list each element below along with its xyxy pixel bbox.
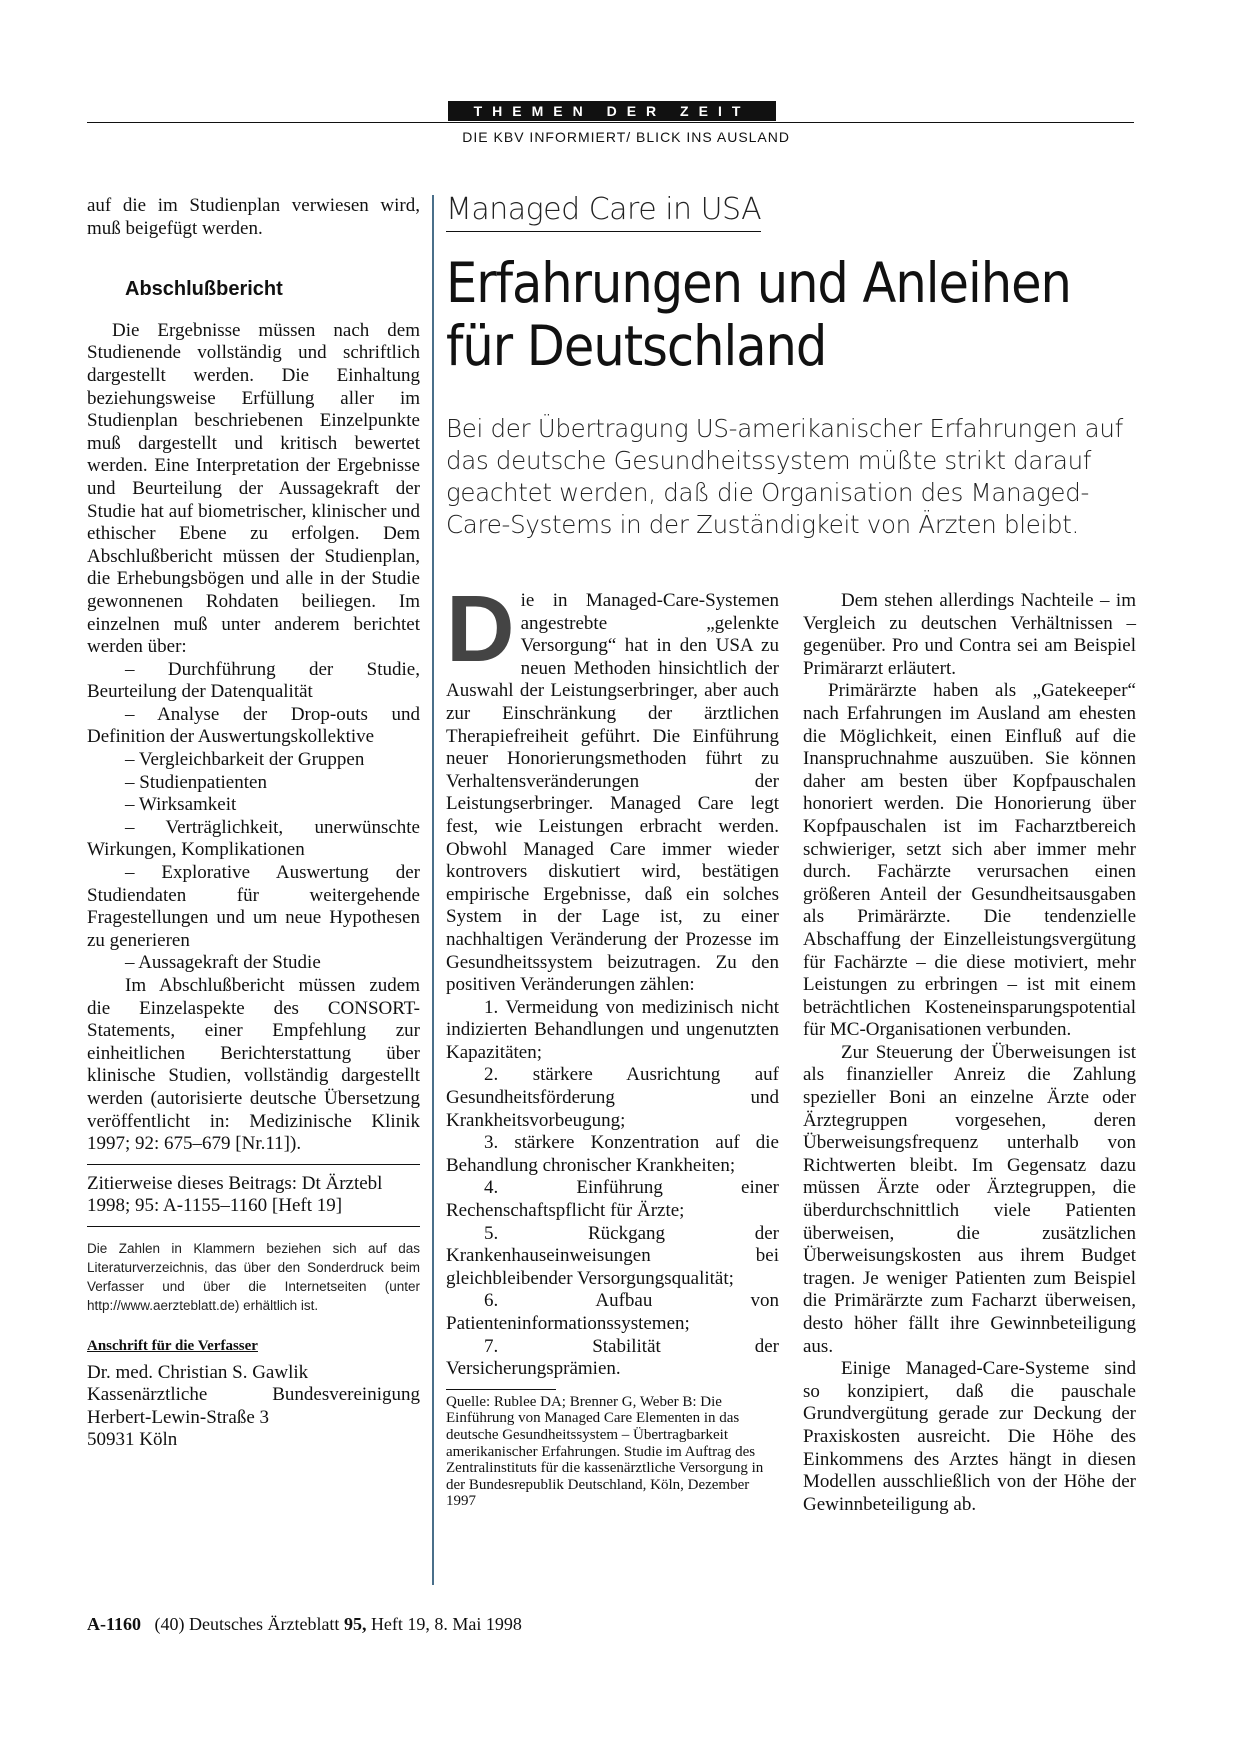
address-line: Dr. med. Christian S. Gawlik bbox=[87, 1361, 309, 1383]
reference-note: Die Zahlen in Klammern beziehen sich auf das Literaturverzeichnis, das über den Sonderdruck beim Verfasser und über die Internetseiten (unter http://www.aerzteblatt.de) erhältlich ist. bbox=[87, 1240, 420, 1313]
article-kicker: Managed Care in USA bbox=[446, 192, 761, 232]
list-item: – Vergleichbarkeit der Gruppen bbox=[125, 749, 365, 771]
address-heading: Anschrift für die Verfasser bbox=[87, 1337, 258, 1354]
article-lead: Bei der Übertragung US-amerikanischer Erfahrungen auf das deutsche Gesundheitssystem müßte strikt darauf geachtet werden, daß die Organisation des Managed-Care-Systems in der Zuständigkeit von Ärzten bleibt. bbox=[446, 414, 1123, 539]
numbered-item: 2. stärkere Ausrichtung auf Gesundheitsförderung und Krankheitsvorbeugung; bbox=[446, 1064, 779, 1131]
footer-prefix: (40) Deutsches Ärzteblatt bbox=[154, 1614, 340, 1634]
numbered-item: 6. Aufbau von Patienteninformationssystemen; bbox=[446, 1290, 779, 1334]
source-note: Quelle: Rublee DA; Brenner G, Weber B: Die Einführung von Managed Care Elementen in das deutsche Gesundheitssystem – Übertragbarkeit amerikanischer Erfahrungen. Studie im Auftrag des Zentralinstituts für die kassenärztliche Versorgung in der Bundesrepublik Deutschland, Köln, Dezember 1997 bbox=[446, 1393, 764, 1510]
article-intro bbox=[446, 576, 779, 997]
left-paragraph: Die Ergebnisse müssen nach dem Studienende vollständig und schriftlich dargestellt werden. Die Einhaltung beziehungsweise Erfüllung aller im Studienplan beschriebenen Einzelpunkte muß dargestellt und kritisch bewertet werden. Eine Interpretation der Ergebnisse und Beurteilung der Aussagekraft der Studie hat auf biometrischer, klinischer und ethischer Ebene zu erfolgen. Dem Abschlußbericht müssen der Studienplan, die Erhebungsbögen und alle in der Studie gewonnenen Rohdaten beiliegen. Im einzelnen muß unter anderem berichtet werden über: bbox=[87, 319, 420, 658]
divider bbox=[87, 1226, 420, 1227]
left-intro: auf die im Studienplan verwiesen wird, muß beigefügt werden. bbox=[87, 195, 420, 239]
title-line: für Deutschland bbox=[446, 314, 827, 378]
section-subline: DIE KBV INFORMIERT/ BLICK INS AUSLAND bbox=[462, 129, 790, 145]
article-title bbox=[446, 252, 1146, 378]
list-item: – Explorative Auswertung der Studiendaten für weitergehende Fragestellungen und um neue Hypothesen zu generieren bbox=[87, 862, 420, 951]
column-rule bbox=[432, 195, 434, 1585]
page-footer bbox=[87, 1614, 522, 1635]
list-item: – Analyse der Drop-outs und Definition der Auswertungskollektive bbox=[87, 703, 420, 748]
address-line: Kassenärztliche Bundesvereinigung bbox=[87, 1384, 420, 1406]
article-paragraph: Primärärzte haben als „Gatekeeper“ nach Erfahrungen im Ausland am ehesten die Möglichkeit, einen Einfluß auf die Inanspruchnahme auszuüben. Sie können daher am besten über Kopfpauschalen honoriert werden. Die Honorierung über Kopfpauschalen ist im Facharztbereich schwieriger, setzt sich aber immer mehr durch. Fachärzte verursachen einen größeren Anteil der Gesundheitsausgaben als Primärärzte. Die tendenzielle Abschaffung der Einzelleistungsvergütung für Fachärzte – die diese motiviert, mehr Leistungen zu erbringen – ist mit einem beträchtlichen Kosteneinsparungspotential für MC-Organisationen verbunden. bbox=[803, 680, 1136, 1041]
header-rule bbox=[87, 122, 1134, 123]
numbered-item: 5. Rückgang der Krankenhauseinweisungen bei gleichbleibender Versorgungsqualität; bbox=[446, 1222, 779, 1289]
list-item: – Wirksamkeit bbox=[125, 794, 237, 816]
article-paragraph: Zur Steuerung der Überweisungen ist als finanzieller Anreiz die Zahlung spezieller Boni an einzelne Ärzte oder Ärztegruppen vorgesehen, deren Überweisungsfrequenz unterhalb von Richtwerten bleibt. Im Gegensatz dazu müssen Ärzte oder Ärztegruppen, die überdurchschnittlich viele Patienten überweisen, die zusätzlichen Überweisungskosten aus ihrem Budget tragen. Je weniger Patienten zum Beispiel die Primärärzte zum Facharzt überweisen, desto höher fällt ihre Gewinnbeteiligung aus. bbox=[803, 1041, 1136, 1357]
source-rule bbox=[446, 1389, 556, 1390]
list-item: – Studienpatienten bbox=[125, 771, 267, 793]
section-banner: THEMEN DER ZEIT bbox=[448, 101, 776, 121]
footer-volume: 95, bbox=[343, 1614, 367, 1634]
drop-cap: D bbox=[446, 576, 515, 682]
divider bbox=[87, 1164, 420, 1165]
author-address bbox=[87, 1362, 420, 1452]
title-line: Erfahrungen und Anleihen bbox=[446, 251, 1071, 315]
numbered-item: 4. Einführung einer Rechenschaftspflicht für Ärzte; bbox=[446, 1177, 779, 1222]
left-column bbox=[87, 195, 420, 1452]
numbered-item: 3. stärkere Konzentration auf die Behandlung chronischer Krankheiten; bbox=[446, 1132, 779, 1176]
left-closing: Im Abschlußbericht müssen zudem die Einzelaspekte des CONSORT-Statements, einer Empfehlung zur einheitlichen Berichterstattung über klinische Studien, vollständig dargestellt werden (autorisierte deutsche Übersetzung veröffentlicht in: Medizinische Klinik 1997; 92: 675–679 [Nr.11]). bbox=[87, 975, 420, 1155]
numbered-item: 7. Stabilität der Versicherungsprämien. bbox=[446, 1335, 779, 1380]
address-line: Herbert-Lewin-Straße 3 bbox=[87, 1406, 270, 1428]
list-item: – Durchführung der Studie, Beurteilung der Datenqualität bbox=[87, 658, 420, 703]
article-paragraph: Einige Managed-Care-Systeme sind so konzipiert, daß die pauschale Grundvergütung gerade zur Deckung der Praxiskosten ausreicht. Die Höhe des Einkommens des Arztes hängt in diesen Modellen ausschließlich von der Höhe der Gewinnbeteiligung ab. bbox=[803, 1358, 1136, 1515]
article-intro-text: ie in Managed-Care-Systemen angestrebte „gelenkte Versorgung“ hat in den USA zu neuen Methoden hinsichtlich der Auswahl der Leistungserbringer, aber auch zur Einschränkung der ärztlichen Therapiefreiheit geführt. Die Einführung neuer Honorierungsmethoden führt zu Verhaltensveränderungen der Leistungserbringer. Managed Care legt fest, wie Leistungen erbracht werden. Obwohl Managed Care immer wieder kontrovers diskutiert wird, bestätigen empirische Ergebnisse, daß ein solches System in der Lage ist, zu einer nachhaltigen Veränderung der Prozesse im Gesundheitssystem beizutragen. Zu den positiven Veränderungen zählen: bbox=[446, 590, 779, 996]
article-column-1 bbox=[446, 576, 779, 1510]
page-reference: A-1160 bbox=[87, 1614, 141, 1634]
section-heading-abschlussbericht: Abschlußbericht bbox=[125, 278, 283, 301]
article-column-2 bbox=[803, 590, 1136, 1516]
article-paragraph: Dem stehen allerdings Nachteile – im Vergleich zu deutschen Verhältnissen – gegenüber. Pro und Contra sei am Beispiel Primärarzt erläutert. bbox=[803, 590, 1136, 679]
numbered-item: 1. Vermeidung von medizinisch nicht indizierten Behandlungen und ungenutzten Kapazitäten; bbox=[446, 996, 779, 1063]
address-line: 50931 Köln bbox=[87, 1429, 178, 1451]
citation: Zitierweise dieses Beitrags: Dt Ärztebl 1998; 95: A-1155–1160 [Heft 19] bbox=[87, 1172, 383, 1217]
list-item: – Verträglichkeit, unerwünschte Wirkungen, Komplikationen bbox=[87, 816, 420, 861]
footer-suffix: Heft 19, 8. Mai 1998 bbox=[370, 1614, 522, 1634]
list-item: – Aussagekraft der Studie bbox=[125, 952, 321, 974]
